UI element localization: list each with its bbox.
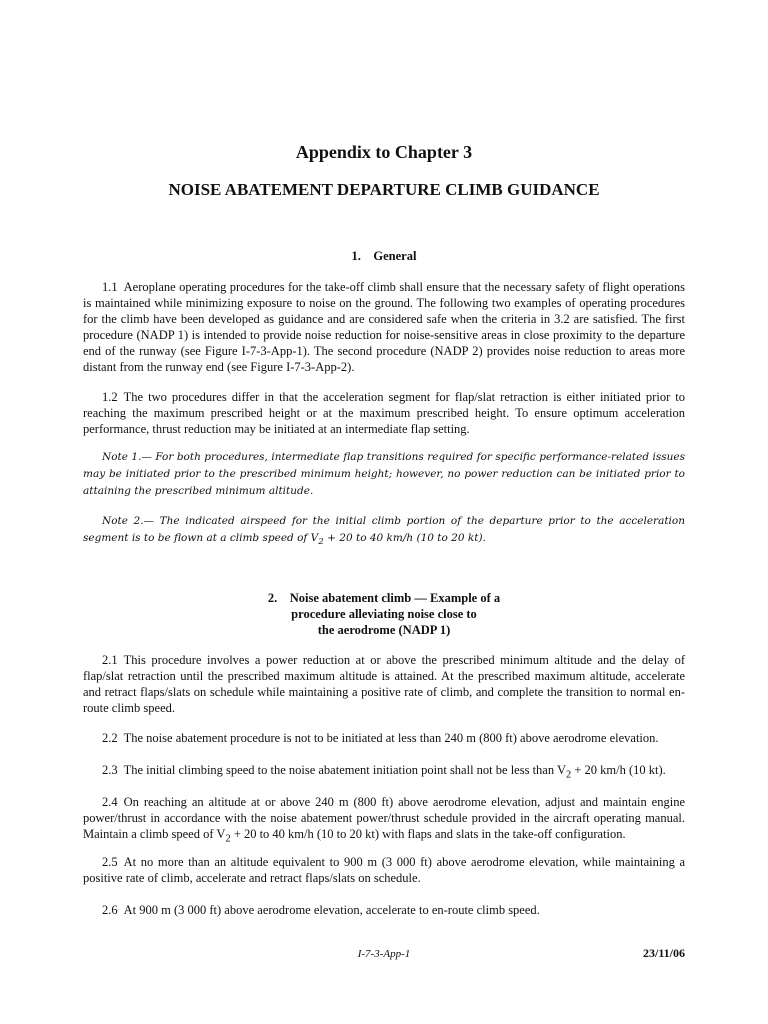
- page-date: 23/11/06: [642, 946, 685, 960]
- paragraph-number: 1.2: [102, 390, 118, 404]
- note-1: [83, 449, 685, 500]
- paragraph-1-1: [83, 279, 685, 375]
- paragraph-number: 2.2: [102, 731, 118, 745]
- paragraph-2-3: [83, 762, 685, 784]
- paragraph-2-1: [83, 652, 685, 716]
- paragraph-2-5: [83, 854, 685, 886]
- paragraph-1-2: [83, 389, 685, 437]
- paragraph-text: Aeroplane operating procedures for the take-off climb shall ensure that the necessary safety of flight operations is maintained while minimizing exposure to noise on the ground. The following two examples of operating procedures for the climb have been developed as guidance and are considered safe when the criteria in 3.2 are satisfied. The first procedure (NADP 1) is intended to provide noise reduction for noise-sensitive areas in close proximity to the departure end of the runway (see Figure I-7-3-App-1). The second procedure (NADP 2) provides noise reduction to areas more distant from the runway end (see Figure I-7-3-App-2).: [83, 280, 685, 374]
- paragraph-number: 1.1: [102, 280, 118, 294]
- heading-line: the aerodrome (NADP 1): [317, 623, 451, 637]
- paragraph-text-end: + 20 km/h (10 kt).: [571, 763, 666, 777]
- section-2-heading: [0, 590, 768, 638]
- paragraph-2-6: [83, 902, 685, 918]
- paragraph-text: The initial climbing speed to the noise abatement initiation point shall not be less than V: [123, 763, 567, 777]
- paragraph-text: The two procedures differ in that the acceleration segment for flap/slat retraction is either initiated prior to reaching the maximum prescribed height or at the maximum prescribed height. To ensure optimum acceleration performance, thrust reduction may be initiated at an intermediate flap setting.: [83, 390, 685, 436]
- heading-line: procedure alleviating noise close to: [291, 607, 477, 621]
- note-text-end: + 20 to 40 km/h (10 to 20 kt).: [323, 532, 486, 544]
- note-2: [83, 513, 685, 551]
- heading-line: 2. Noise abatement climb — Example of a: [267, 591, 501, 605]
- paragraph-number: 2.3: [102, 763, 118, 777]
- paragraph-text: At no more than an altitude equivalent to 900 m (3 000 ft) above aerodrome elevation, while maintaining a positive rate of climb, accelerate and retract flaps/slats on schedule.: [83, 855, 685, 885]
- paragraph-text: This procedure involves a power reduction at or above the prescribed minimum altitude and the delay of flap/slat retraction until the prescribed maximum altitude is attained. At the prescribed maximum altitude, accelerate and retract flaps/slats on schedule while maintaining a positive rate of climb, and complete the transition to normal en-route climb speed.: [83, 653, 685, 715]
- subscript: 2: [566, 769, 572, 781]
- paragraph-text: On reaching an altitude at or above 240 m (800 ft) above aerodrome elevation, adjust and maintain engine power/thrust in accordance with the noise abatement power/thrust schedule provided in the aircraft operating manual. Maintain a climb speed of V: [83, 795, 685, 841]
- note-text: Note 2.— The indicated airspeed for the initial climb portion of the departure prior to the acceleration segment is to be flown at a climb speed of V: [83, 515, 685, 544]
- paragraph-number: 2.1: [102, 653, 118, 667]
- note-text: Note 1.— For both procedures, intermediate flap transitions required for specific performance-related issues may be initiated prior to the prescribed minimum height; however, no power reduction can be initiated prior to attaining the prescribed minimum altitude.: [83, 451, 685, 497]
- section-1-heading: 1. General: [351, 249, 417, 263]
- paragraph-number: 2.6: [102, 903, 118, 917]
- paragraph-number: 2.5: [102, 855, 118, 869]
- document-title: NOISE ABATEMENT DEPARTURE CLIMB GUIDANCE: [168, 180, 600, 199]
- appendix-title: Appendix to Chapter 3: [295, 142, 473, 162]
- paragraph-2-4: [83, 794, 685, 848]
- page-code: I-7-3-App-1: [357, 948, 411, 960]
- paragraph-text-end: + 20 to 40 km/h (10 to 20 kt) with flaps and slats in the take-off configuration.: [230, 827, 626, 841]
- paragraph-2-2: [83, 730, 685, 746]
- subscript: 2: [225, 833, 231, 845]
- paragraph-text: At 900 m (3 000 ft) above aerodrome elevation, accelerate to en-route climb speed.: [123, 903, 540, 917]
- paragraph-number: 2.4: [102, 795, 118, 809]
- paragraph-text: The noise abatement procedure is not to be initiated at less than 240 m (800 ft) above aerodrome elevation.: [123, 731, 659, 745]
- subscript: 2: [318, 537, 324, 548]
